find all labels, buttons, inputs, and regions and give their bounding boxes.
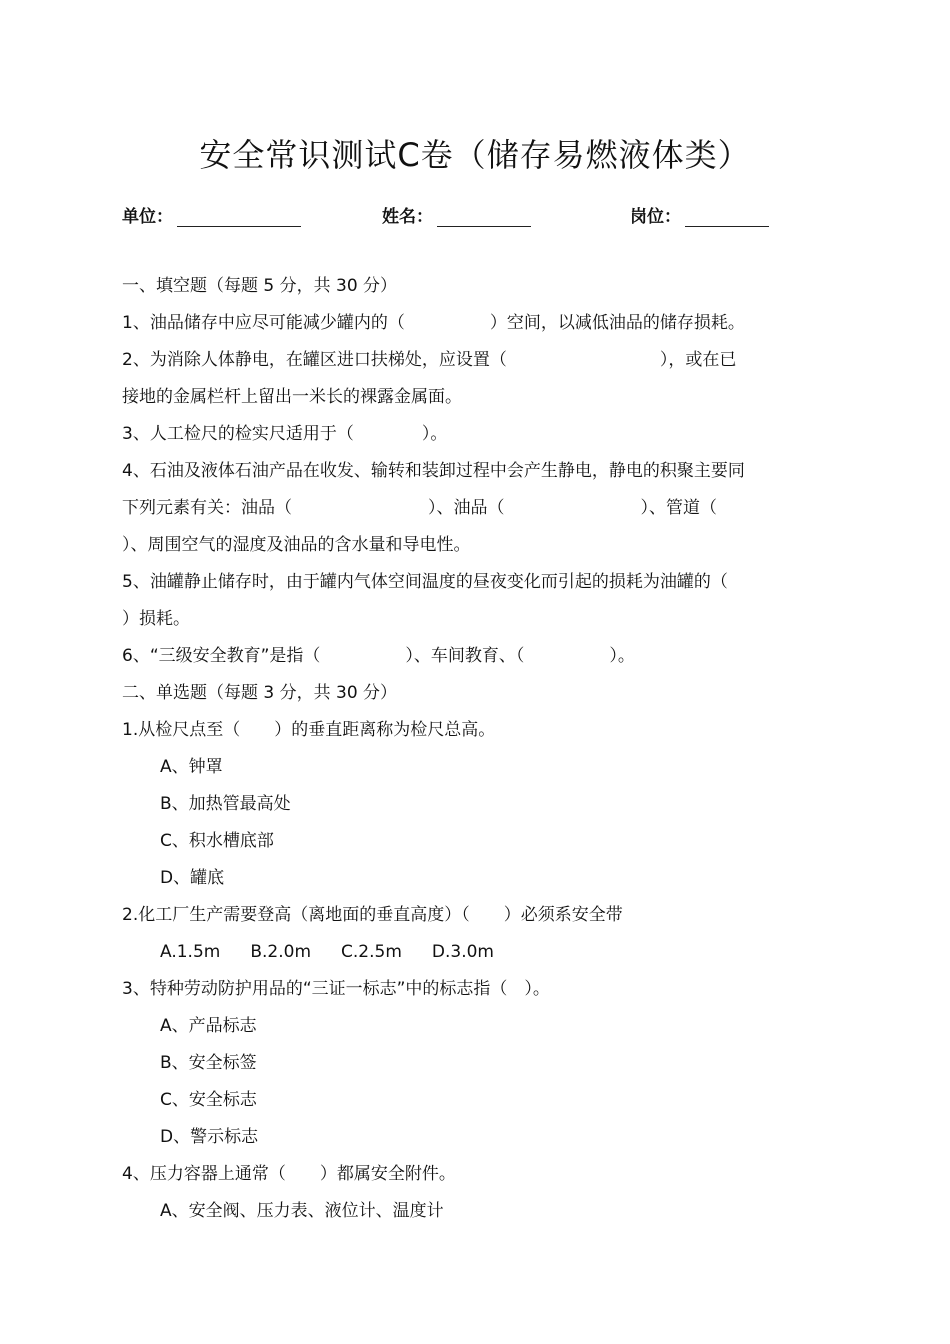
choice-option[interactable]: B、安全标签 [160, 1053, 257, 1073]
choice-option[interactable]: A.1.5m [160, 942, 221, 962]
choice-option[interactable]: D、警示标志 [160, 1127, 259, 1147]
fill-question-6: 6、“三级安全教育”是指（ ）、车间教育、（ ）。 [122, 646, 635, 666]
fill-question-4-line-3: ）、周围空气的湿度及油品的含水量和导电性。 [122, 535, 471, 555]
fill-question-4-line-2: 下列元素有关：油品（ ）、油品（ ）、管道（ [122, 498, 717, 518]
fill-question-5-line-2: ）损耗。 [122, 609, 190, 629]
choice-option[interactable]: A、钟罩 [160, 757, 223, 777]
choice-option[interactable]: D、罐底 [160, 868, 225, 888]
choice-question-3: 3、特种劳动防护用品的“三证一标志”中的标志指（ ）。 [122, 979, 550, 999]
choice-question-2: 2.化工厂生产需要登高（离地面的垂直高度）（ ）必须系安全带 [122, 905, 623, 925]
fill-question-1: 1、油品储存中应尽可能减少罐内的（ ）空间，以减低油品的储存损耗。 [122, 313, 745, 333]
fill-question-2-line-1: 2、为消除人体静电，在罐区进口扶梯处，应设置（ ），或在已 [122, 350, 737, 370]
page-title: 安全常识测试C卷（储存易燃液体类） [199, 136, 751, 174]
choice-question-4: 4、压力容器上通常（ ）都属安全附件。 [122, 1164, 456, 1184]
fill-question-2-line-2: 接地的金属栏杆上留出一米长的裸露金属面。 [122, 387, 462, 407]
unit-field [122, 202, 301, 227]
name-field [382, 202, 531, 227]
choice-option[interactable]: A、安全阀、压力表、液位计、温度计 [160, 1201, 444, 1221]
choice-question-1: 1.从检尺点至（ ）的垂直距离称为检尺总高。 [122, 720, 496, 740]
post-blank[interactable] [685, 206, 769, 227]
name-blank[interactable] [437, 206, 531, 227]
post-label: 岗位： [630, 207, 681, 227]
choice-option[interactable]: C.2.5m [341, 942, 402, 962]
fill-question-4-line-1: 4、石油及液体石油产品在收发、输转和装卸过程中会产生静电，静电的积聚主要同 [122, 461, 745, 481]
post-field [630, 202, 769, 227]
section1-heading: 一、填空题（每题 5 分，共 30 分） [122, 276, 398, 296]
name-label: 姓名： [382, 207, 433, 227]
choice-option[interactable]: C、积水槽底部 [160, 831, 274, 851]
choice-option[interactable]: A、产品标志 [160, 1016, 257, 1036]
fill-question-5-line-1: 5、油罐静止储存时，由于罐内气体空间温度的昼夜变化而引起的损耗为油罐的（ [122, 572, 728, 592]
section2-heading: 二、单选题（每题 3 分，共 30 分） [122, 683, 398, 703]
unit-blank[interactable] [177, 206, 301, 227]
choice-option[interactable]: B、加热管最高处 [160, 794, 291, 814]
choice-options-inline [122, 938, 828, 975]
fill-question-3: 3、人工检尺的检实尺适用于（ ）。 [122, 424, 448, 444]
unit-label: 单位： [122, 207, 173, 227]
choice-option[interactable]: D.3.0m [431, 942, 494, 962]
choice-option[interactable]: C、安全标志 [160, 1090, 257, 1110]
choice-option[interactable]: B.2.0m [250, 942, 312, 962]
document-body [122, 272, 828, 1234]
